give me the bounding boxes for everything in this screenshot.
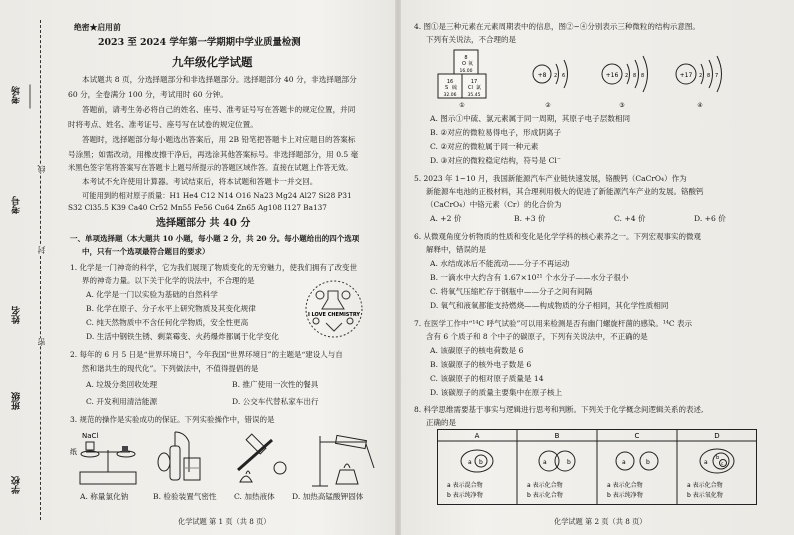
atomic-mass-line: S32 Cl35.5 K39 Ca40 Cr52 Mn55 Fe56 Cu64 Zn65 Ag108 I127 Ba137 [68,203,327,212]
svg-text:8: 8 [633,73,637,79]
svg-text:c: c [721,462,724,467]
svg-text:b 表示化合物: b 表示化合物 [527,492,563,499]
svg-text:D: D [714,432,720,440]
binding-margin [2,0,48,535]
q1-option-d[interactable]: D. 生活中钢铁生锈、剩菜霉变、火药爆炸都属于化学变化 [86,332,279,341]
svg-text:C: C [634,432,640,440]
q5-option-d[interactable]: D. +6 价 [694,214,726,223]
q7-option-c[interactable]: C. 该碳原子的相对原子质量是 14 [430,374,544,383]
q1-option-c[interactable]: C. 纯天然物质中不含任何化学物质，安全性更高 [86,318,249,327]
svg-text:B: B [554,432,560,440]
q1-option-b[interactable]: B. 化学在原子、分子水平上研究物质及其变化规律 [86,304,256,313]
q6-option-d[interactable]: D. 氧气和液氧都能支持燃烧——构成物质的分子相同，其化学性质相同 [430,301,669,310]
q5-stem: 新能源车电池的正极材料，其合理利用极大的促进了新能源汽车产业的发展。铬酸钙 [426,187,704,196]
q7-option-a[interactable]: A. 该碳原子的核电荷数是 6 [430,346,524,355]
atom-structure-2 [533,60,568,108]
heating-liquid-diagram [238,434,286,482]
svg-text:S: S [445,85,449,91]
atom-structure-3 [602,56,648,108]
seal-line [40,20,41,520]
svg-text:b: b [716,455,720,461]
q5-option-b[interactable]: B. +3 价 [514,214,546,223]
q1-stem: 1. 化学是一门神奇的科学，它为我们展现了物质变化的无穷魅力，使我们拥有了改变世 [70,263,358,272]
q4-option-c[interactable]: C. ②对应的微粒属于同一种元素 [430,142,539,151]
svg-text:①: ① [459,102,465,108]
svg-text:②: ② [545,102,551,108]
exam-title: 2023 至 2024 学年第一学期期中学业质量检测 [98,37,301,48]
q5-stem: （CaCrO₄）中铬元素（Cr）的化合价为 [426,200,562,209]
q4-option-d[interactable]: D. ③对应的微粒稳定结构，符号是 Cl⁻ [430,156,561,165]
svg-text:Cl: Cl [468,85,473,91]
svg-text:b: b [646,459,650,466]
q2-stem: 2. 每年的 6 月 5 日是“世界环境日”，今年我国“世界环境日”的主题是“建设人与自 [70,350,343,359]
svg-text:b 表示氧化物: b 表示氧化物 [687,492,723,499]
footer-page-1: 化学试题 第 1 页（共 8 页） [178,517,271,526]
svg-text:b: b [479,459,483,466]
venn-c [616,452,658,470]
secret-mark: 绝密★启用前 [74,23,121,32]
intro-line: 本试题共 8 页，分选择题部分和非选择题部分。选择题部分 40 分，非选择题部分 [82,75,357,84]
balance-diagram [70,432,136,484]
svg-text:b 表示纯净物: b 表示纯净物 [607,492,643,499]
intro-line: 米黑色签字笔将答案写在答题卡上题号所提示的答题区域作答。直接在试题上作答无效。 [68,163,353,172]
svg-text:16: 16 [446,79,454,85]
intro-line: 时将考点、姓名、准考证号、座号写在试卷的规定位置。 [68,120,258,129]
q2-option-c[interactable]: C. 开发利用清洁能源 [86,397,158,406]
svg-text:2: 2 [625,73,629,79]
svg-text:6: 6 [562,73,566,79]
q1-stem: 界的神奇力量。以下关于化学的说法中，不合理的是 [82,276,255,285]
page-fold [395,0,401,535]
q3-lab-diagrams [66,428,378,492]
section-title: 选择题部分 共 40 分 [156,218,251,229]
airtightness-diagram [158,432,200,480]
intro-line: 60 分，全卷满分 100 分，考试用时 60 分钟。 [68,90,228,99]
venn-d [700,449,734,473]
q2-stem: 然和谐共生的现代化”。下列做法中，不值得提倡的是 [82,364,259,373]
svg-text:a 表示化合物: a 表示化合物 [687,482,723,489]
q4-option-a[interactable]: A. 图示①中硫、氯元素属于同一周期，其原子电子层数相同 [430,114,631,123]
svg-text:8: 8 [707,73,711,79]
svg-text:氯: 氯 [476,85,482,91]
venn-a [461,450,493,472]
svg-text:b: b [567,459,571,466]
label-xuexiao: 学校 [12,476,22,494]
q8-stem: 正确的是 [426,418,456,427]
label-kaohao: 考号 [12,196,22,214]
svg-text:8: 8 [464,55,468,61]
svg-text:a 表示混合物: a 表示混合物 [447,482,483,489]
svg-text:+8: +8 [537,72,547,79]
heating-kmno4-diagram [312,435,374,486]
chemistry-badge-image [300,279,368,339]
q3-option-b[interactable]: B. 检验装置气密性 [153,492,217,501]
q3-option-a[interactable]: A. 称量氯化钠 [80,492,129,501]
q6-option-b[interactable]: B. 一滴水中大约含有 1.67×10²¹ 个水分子——水分子很小 [430,273,629,282]
paper-title: 九年级化学试题 [172,55,253,69]
q5-stem: 5. 2023 年 1~10 月，我国新能源汽车产业链快速发展，铬酸钙（CaCrO₄）作为 [414,174,687,183]
svg-text:O: O [462,61,466,67]
q6-option-a[interactable]: A. 水结成冰后不能流动——分子不再运动 [430,259,570,268]
svg-text:a 表示化合物: a 表示化合物 [527,482,563,489]
q5-option-a[interactable]: A. +2 价 [430,214,462,223]
intro-line: 答题前，请考生务必将自己的姓名、座号、准考证号写在答题卡的规定位置，并同 [82,105,356,114]
q4-stem: 4. 图①是三种元素在元素周期表中的信息，图②~④分别表示三种微粒的结构示意图。 [414,22,700,31]
q7-stem: 7. 在医学工作中“¹⁴C 呼气试验”可以用来检测是否有幽门螺旋杆菌的感染。¹⁴C 表示 [414,319,692,328]
svg-text:a: a [543,459,547,466]
svg-text:2: 2 [699,73,703,79]
footer-page-2: 化学试题 第 2 页（共 8 页） [554,517,647,526]
label-kaochang: 考场 [12,86,22,104]
q1-option-a[interactable]: A. 化学是一门以实验为基础的自然科学 [86,290,218,299]
seal-char-feng: 封 [37,246,46,254]
svg-text:a: a [468,459,472,466]
q6-option-c[interactable]: C. 将氧气压缩贮存于钢瓶中——分子之间有间隔 [430,287,593,296]
intro-line: 本考试不允许使用计算器。考试结束后，将本试题和答题卡一并交回。 [82,177,318,186]
q3-option-c[interactable]: C. 加热液体 [234,492,275,501]
svg-text:2: 2 [554,73,558,79]
q4-option-b[interactable]: B. ②对应的微粒易得电子，形成阴离子 [430,128,562,137]
svg-text:32.06: 32.06 [443,93,457,98]
q7-stem: 含有 6 个质子和 8 个中子的碳原子，下列有关说法中，不正确的是 [426,332,648,341]
svg-text:硫: 硫 [452,85,458,91]
svg-text:35.45: 35.45 [467,93,481,98]
label-xingming: 姓名 [12,306,22,324]
svg-text:a 表示化合物: a 表示化合物 [607,482,643,489]
q3-option-d[interactable]: D. 加热高锰酸钾固体 [292,492,364,501]
nacl-label: NaCl [82,432,99,440]
intro-line: 号涂黑；如需改动，用橡皮擦干净后，再选涂其他答案标号。非选择题部分，用 0.5 毫 [68,150,359,159]
q8-stem: 8. 科学思维需要基于事实与逻辑进行思考和判断。下列关于化学概念间逻辑关系的表述, [414,405,704,414]
q4-stem: 下列有关说法，不合理的是 [426,35,516,44]
q2-option-d[interactable]: D. 公交车代替私家车出行 [232,397,319,406]
svg-text:④: ④ [697,102,703,108]
underline [30,85,31,109]
venn-b [539,451,575,471]
svg-text:③: ③ [619,102,625,108]
q8-venn-table [437,429,757,505]
svg-text:a: a [704,459,708,466]
seal-char-xian: 线 [37,165,46,173]
section-instructions: 中，只有一个选项最符合题目的要求） [82,247,210,256]
section-instructions: 一、单项选择题（本大题共 10 小题，每小题 2 分，共 20 分。每小题给出的四个选项 [70,234,360,243]
paper-label: 纸 [70,448,77,456]
q2-option-b[interactable]: B. 推广使用一次性的餐具 [232,380,319,389]
svg-text:16.00: 16.00 [459,69,473,74]
atom-structure-4 [676,56,722,108]
seal-char-mi: 密 [37,338,46,346]
badge-text: I LOVE CHEMISTRY [307,312,361,318]
q7-option-d[interactable]: D. 该碳原子的质量主要集中在原子核上 [430,388,563,397]
intro-line: 答题时，选择题部分每小题选出答案后，用 2B 铅笔把答题卡上对应题目的答案标 [82,135,356,144]
svg-text:氧: 氧 [468,61,474,67]
atomic-mass-line: 可能用到的相对原子质量：H1 He4 C12 N14 O16 Na23 Mg24 Al27 Si28 P31 [82,191,352,200]
q6-stem: 解释中，错误的是 [426,245,486,254]
q6-stem: 6. 从微观角度分析物质的性质和变化是化学学科的核心素养之一。下列宏观事实的微观 [414,232,702,241]
svg-text:+17: +17 [679,72,693,79]
svg-text:b 表示纯净物: b 表示纯净物 [447,492,483,499]
svg-text:8: 8 [641,73,645,79]
q2-option-a[interactable]: A. 垃圾分类回收处理 [86,380,158,389]
svg-text:a: a [622,459,626,466]
svg-text:A: A [474,432,480,440]
svg-text:7: 7 [715,73,719,79]
label-banji: 班级 [12,392,22,410]
svg-text:+16: +16 [605,72,619,79]
q3-stem: 3. 规范的操作是实验成功的保证。下列实验操作中，错误的是 [70,415,275,424]
q7-option-b[interactable]: B. 该碳原子的核外电子数是 6 [430,360,532,369]
q4-element-diagrams [432,46,750,108]
svg-text:17: 17 [470,79,478,85]
periodic-table-cells [438,50,486,108]
q5-option-c[interactable]: C. +4 价 [614,214,646,223]
